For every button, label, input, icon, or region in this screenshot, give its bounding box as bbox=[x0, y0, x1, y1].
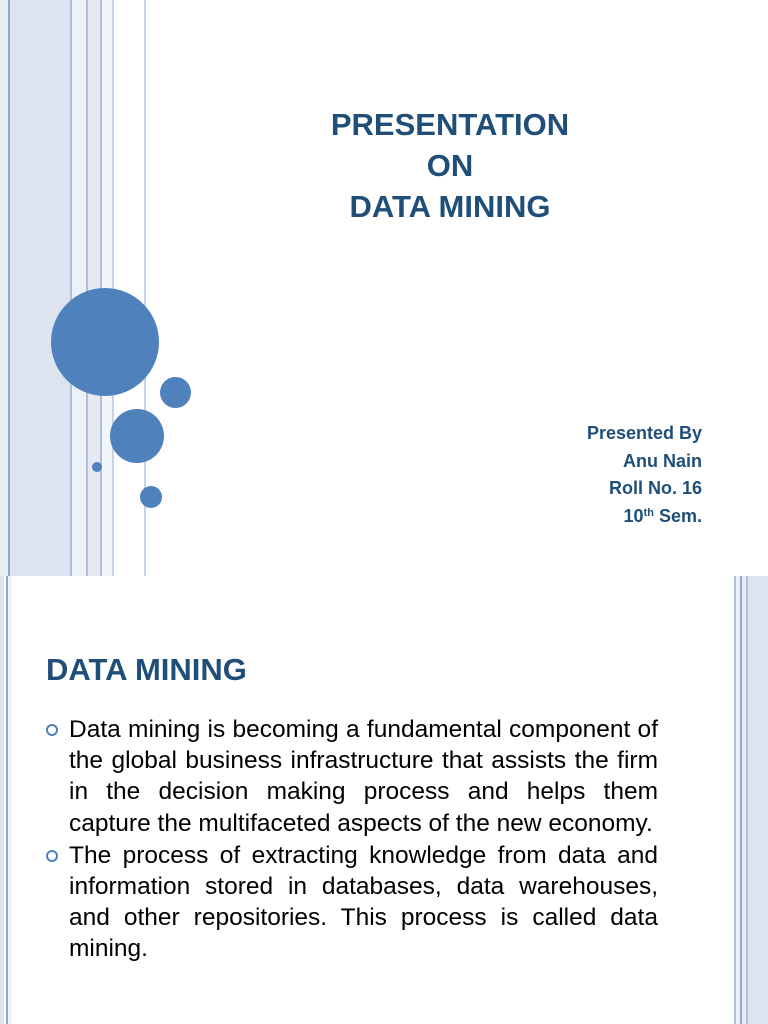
title-line: ON bbox=[426, 148, 474, 183]
content-slide bbox=[0, 576, 768, 1024]
semester-ordinal: th bbox=[643, 506, 654, 519]
decor-stripe bbox=[8, 576, 12, 1024]
decor-circle-large bbox=[51, 288, 159, 396]
decor-stripe bbox=[748, 576, 768, 1024]
semester-number: 10 bbox=[623, 505, 644, 526]
decor-circle-small bbox=[160, 377, 191, 408]
decor-circle-tiny bbox=[92, 462, 102, 472]
bullet-circle-icon bbox=[46, 850, 58, 862]
decor-stripe bbox=[72, 0, 86, 576]
roll-number: Roll No. 16 bbox=[608, 478, 702, 498]
bullet-circle-icon bbox=[46, 724, 58, 736]
list-item bbox=[46, 714, 658, 839]
decor-stripe bbox=[0, 0, 8, 576]
title-line: PRESENTATION bbox=[330, 107, 570, 142]
presenter-name: Anu Nain bbox=[623, 450, 702, 471]
slide-title: DATA MINING bbox=[46, 652, 247, 687]
semester-suffix: Sem. bbox=[653, 505, 702, 526]
decor-stripe bbox=[10, 0, 70, 576]
presenter-info bbox=[587, 420, 702, 530]
presented-by-label: Presented By bbox=[586, 423, 702, 443]
decor-stripe bbox=[0, 576, 4, 1024]
decor-circle-medium bbox=[110, 409, 164, 463]
bullet-text: Data mining is becoming a fundamental component of the global business infrastructure that assists the firm in the decision making process and helps them capture the multifaceted aspects of the new economy. bbox=[69, 716, 658, 837]
list-item bbox=[46, 840, 658, 965]
decor-circle-small bbox=[140, 486, 162, 508]
bullet-text: The process of extracting knowledge from data and information stored in databases, data warehouses, and other repositories. This process is called data mining. bbox=[69, 841, 658, 963]
slide-title bbox=[250, 104, 650, 227]
semester bbox=[587, 503, 702, 531]
title-line: DATA MINING bbox=[349, 189, 551, 224]
bullet-list bbox=[46, 714, 658, 966]
